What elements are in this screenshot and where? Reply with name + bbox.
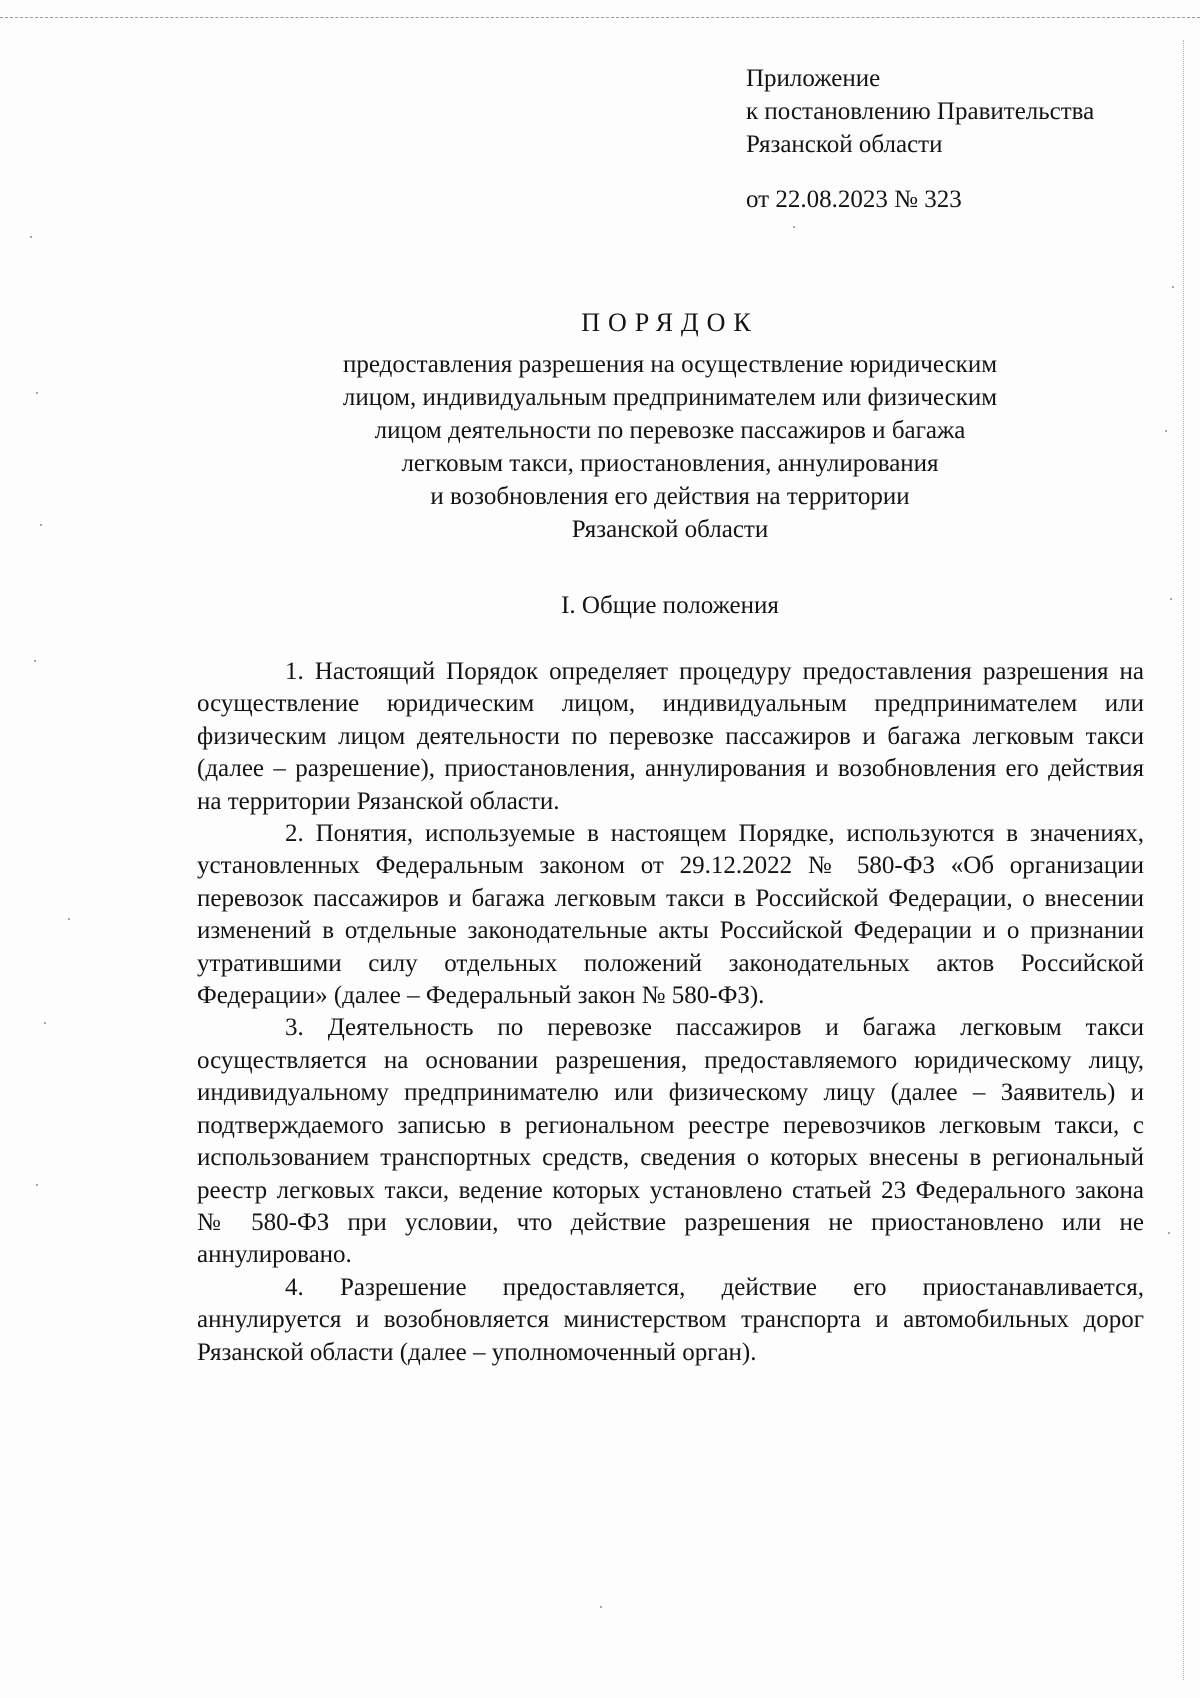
document-title: ПОРЯДОК bbox=[581, 308, 759, 337]
scan-speck bbox=[1170, 598, 1172, 600]
scan-edge-top bbox=[0, 17, 1200, 18]
annex-block bbox=[746, 62, 1166, 216]
paragraph-2: 2. Понятия, используемые в настоящем Порядке, используются в значениях, установленных Федеральным законом от 29.12.2022 № 580-ФЗ «Об организации перевозок пассажиров и багажа легковым такси в Российской Федерации, о внесении изменений в отдельные законодательные акты Российской Федерации и о признании утратившими силу отдельных положений законодательных актов Российской Федерации» (далее – Федеральный закон № 580-ФЗ). bbox=[197, 820, 1144, 1010]
scan-speck bbox=[68, 918, 70, 920]
scan-speck bbox=[1172, 286, 1174, 288]
scan-edge-right bbox=[1183, 40, 1184, 1680]
scan-speck bbox=[44, 1022, 46, 1024]
subtitle-line: и возобновления его действия на территории bbox=[430, 483, 910, 510]
document-body bbox=[197, 656, 1144, 1369]
subtitle-line: легковым такси, приостановления, аннулирования bbox=[401, 450, 939, 477]
subtitle-line: предоставления разрешения на осуществление юридическим bbox=[342, 351, 998, 378]
scan-speck bbox=[36, 1184, 38, 1186]
scan-speck bbox=[1168, 1232, 1170, 1234]
scan-speck bbox=[40, 524, 42, 526]
scan-speck bbox=[1165, 430, 1167, 432]
paragraph-4: 4. Разрешение предоставляется, действие его приостанавливается, аннулируется и возобновляется министерством транспорта и автомобильных дорог Рязанской области (далее – уполномоченный орган). bbox=[197, 1273, 1144, 1366]
subtitle-line: лицом деятельности по перевозке пассажиров и багажа bbox=[374, 417, 966, 444]
annex-line: Приложение bbox=[746, 65, 881, 92]
subtitle-line: лицом, индивидуальным предпринимателем или физическим bbox=[342, 384, 998, 411]
subtitle-line: Рязанской области bbox=[571, 516, 769, 543]
section-heading: I. Общие положения bbox=[561, 592, 779, 619]
scan-speck bbox=[600, 1606, 602, 1608]
paragraph-1: 1. Настоящий Порядок определяет процедуру предоставления разрешения на осуществление юридическим лицом, индивидуальным предпринимателем или физическим лицом деятельности по перевозке пассажиров и багажа легковым такси (далее – разрешение), приостановления, аннулирования и возобновления его действия на территории Рязанской области. bbox=[197, 658, 1144, 815]
scan-speck bbox=[30, 236, 32, 238]
scan-speck bbox=[36, 392, 38, 394]
paragraph-3: 3. Деятельность по перевозке пассажиров и багажа легковым такси осуществляется на основании разрешения, предоставляемого юридическому лицу, индивидуальному предпринимателю или физическому лицу (далее – Заявитель) и подтверждаемого записью в региональном реестре перевозчиков легковым такси, с использованием транспортных средств, сведения о которых внесены в региональный реестр легковых такси, ведение которых установлено статьей 23 Федерального закона № 580-ФЗ при условии, что действие разрешения не приостановлено или не аннулировано. bbox=[197, 1014, 1144, 1269]
scan-speck bbox=[793, 226, 795, 228]
annex-line: Рязанской области bbox=[746, 131, 943, 158]
scan-speck bbox=[34, 660, 36, 662]
annex-date: от 22.08.2023 № 323 bbox=[746, 186, 962, 213]
annex-line: к постановлению Правительства bbox=[746, 98, 1095, 125]
document-subtitle bbox=[260, 348, 1080, 546]
